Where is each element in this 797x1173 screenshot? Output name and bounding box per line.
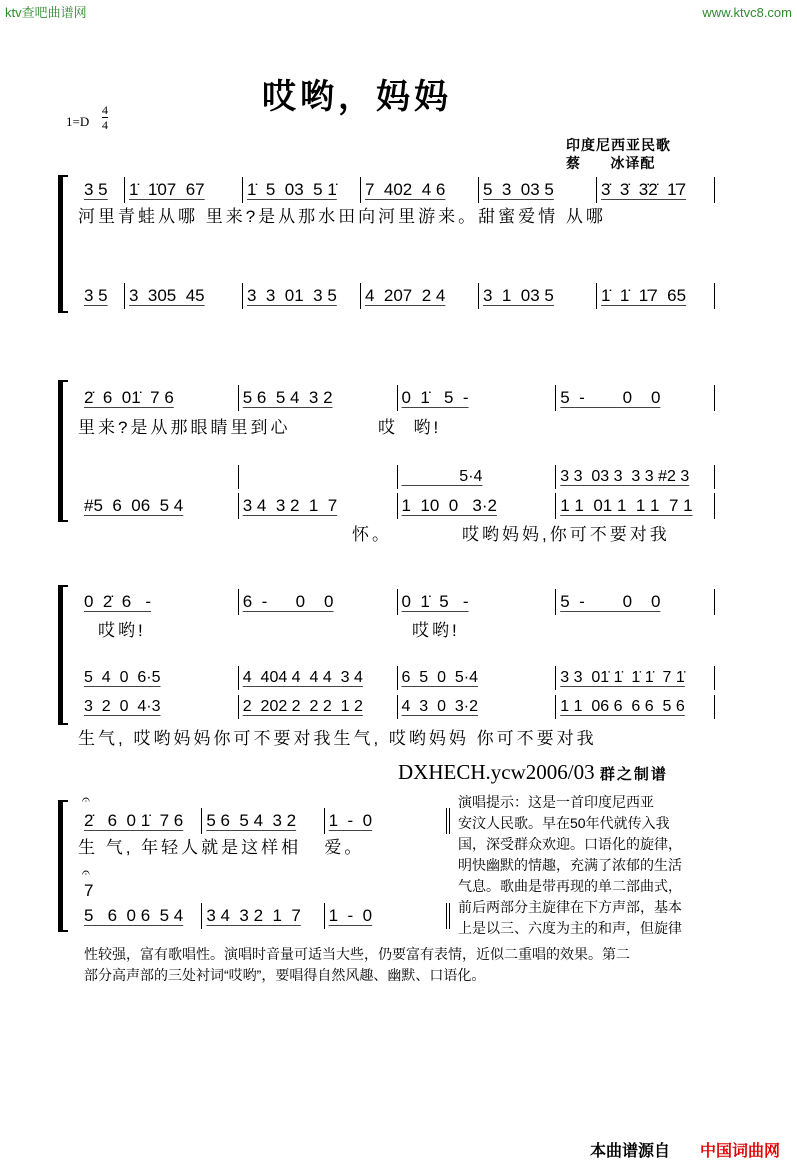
time-bottom: 4 xyxy=(102,118,108,132)
time-top: 4 xyxy=(102,103,108,117)
measure: 3 3 01 3 5 xyxy=(243,283,361,309)
measure: 2̇ 6 0 1̇ 7 6 xyxy=(80,808,202,834)
note-line: 安汶人民歌。早在50年代就传入我 xyxy=(458,815,670,831)
staff-upper xyxy=(80,177,715,203)
note-line: 明快幽默的情趣，充满了浓郁的生活 xyxy=(458,857,682,873)
measure: 0 1̇ 5 - xyxy=(398,589,557,615)
measure: 7 402 4 6 xyxy=(361,177,479,203)
system-bracket xyxy=(58,585,63,725)
measure: 3 5 xyxy=(80,283,125,309)
performance-notes-full xyxy=(84,944,630,986)
note-line: 部分高声部的三处衬词“哎哟”，要唱得自然风趣、幽默、口语化。 xyxy=(84,967,486,983)
time-signature xyxy=(102,103,108,132)
note-line: 前后两部分主旋律在下方声部，基本 xyxy=(458,899,682,915)
measure: 1 - 0 xyxy=(325,808,450,834)
measure: 5 3 03 5 xyxy=(479,177,597,203)
lyrics-line: 生 气, 年轻人就是这样相 爱。 xyxy=(78,838,365,857)
performance-notes-right xyxy=(458,792,682,939)
measure: 0 1̇ 5 - xyxy=(398,385,557,411)
measure: 3 1 03 5 xyxy=(479,283,597,309)
measure: 4 3 0 3·2 xyxy=(398,695,557,719)
note-line: 国，深受群众欢迎。口语化的旋律， xyxy=(458,836,682,852)
lyrics-line: 哎哟妈妈,你可不要对我 xyxy=(462,525,670,544)
measure: 3 305 45 xyxy=(125,283,243,309)
note-line: 性较强，富有歌唱性。演唱时音量可适当大些，仍要富有表情，近似二重唱的效果。第二 xyxy=(84,946,630,962)
staff-upper xyxy=(80,385,715,411)
footer-source-label: 本曲谱源自 xyxy=(590,1143,671,1160)
lyrics-line: 哎哟! xyxy=(98,621,146,640)
measure: 5 - 0 0 xyxy=(556,385,715,411)
lyrics-line: 哎哟! xyxy=(412,621,460,640)
measure: 6 - 0 0 xyxy=(239,589,398,615)
measure: 1̇ 5 03 5 1̇ xyxy=(243,177,361,203)
arranger-credit: 蔡 冰译配 xyxy=(566,155,656,171)
measure: 1̇ 1̇07 67 xyxy=(125,177,243,203)
footer-site-link[interactable]: 中国词曲网 xyxy=(700,1143,781,1160)
measure: 3 4 3 2 1 7 xyxy=(239,493,398,519)
staff-upper-voice xyxy=(80,465,715,489)
measure: 0 2̇ 6 - xyxy=(80,589,239,615)
measure: 1 1 01 1 1 1 7 1 xyxy=(556,493,715,519)
measure xyxy=(80,465,239,489)
measure: 6 5 0 5·4 xyxy=(398,666,557,690)
measure: 2̇ 6 01̇ 7 6 xyxy=(80,385,239,411)
measure: 3 3 01̇ 1̇ 1̇ 1̇ 7 1̇ xyxy=(556,666,715,690)
measure: 1̇ 1̇ 1̇7 65 xyxy=(597,283,715,309)
staff-upper xyxy=(80,808,450,834)
lyrics-line: 里来?是从那眼睛里到心 xyxy=(78,418,291,437)
measure: 1 1 06 6 6 6 5 6 xyxy=(556,695,715,719)
measure: 3 4 3 2 1 7 xyxy=(202,903,324,929)
measure: 4 207 2 4 xyxy=(361,283,479,309)
measure xyxy=(239,465,398,489)
alt-note: 7 xyxy=(84,881,94,900)
system-bracket xyxy=(58,380,63,522)
measure: 1 10 0 3·2 xyxy=(398,493,557,519)
measure: 3 2 0 4·3 xyxy=(80,695,239,719)
staff-lower xyxy=(80,903,450,929)
staff-lower-voice xyxy=(80,695,715,719)
measure: 4 404 4 4 4 3 4 xyxy=(239,666,398,690)
site-logo-left[interactable]: ktv查吧曲谱网 xyxy=(5,5,87,20)
site-url-right[interactable]: www.ktvc8.com xyxy=(702,5,792,20)
measure: 1 - 0 xyxy=(325,903,450,929)
fermata-icon: 𝄐 xyxy=(82,864,90,880)
system-bracket xyxy=(58,800,63,932)
note-line: 气息。歌曲是带再现的单二部曲式， xyxy=(458,878,682,894)
lyrics-line: 河里青蛙从哪 里来?是从那水田向河里游来。甜蜜爱情 从哪 xyxy=(78,207,606,226)
key-signature: 1=D xyxy=(66,114,90,129)
note-line: 演唱提示：这是一首印度尼西亚 xyxy=(458,794,654,810)
measure: 5 - 0 0 xyxy=(556,589,715,615)
measure: 5 6 0 6 5 4 xyxy=(80,903,202,929)
staff-lower xyxy=(80,283,715,309)
song-title: 哎哟，妈妈 xyxy=(262,77,452,117)
note-line: 上是以三、六度为主的和声，但旋律 xyxy=(458,920,682,936)
staff-lower xyxy=(80,493,715,519)
staff-upper-voice xyxy=(80,666,715,690)
transcriber-credit xyxy=(398,760,668,784)
measure: #5 6 06 5 4 xyxy=(80,493,239,519)
lyrics-line: 哎 哟! xyxy=(378,418,442,437)
measure: 2 202 2 2 2 1 2 xyxy=(239,695,398,719)
measure: 5 6 5 4 3 2 xyxy=(202,808,324,834)
system-bracket xyxy=(58,175,63,313)
measure: 3 5 xyxy=(80,177,125,203)
staff-upper xyxy=(80,589,715,615)
measure: 3 3 03 3 3 3 #2 3 xyxy=(556,465,715,489)
transcriber-id: DXHECH.ycw2006/03 xyxy=(398,760,595,784)
measure: 5 6 5 4 3 2 xyxy=(239,385,398,411)
measure: 5·4 xyxy=(398,465,557,489)
origin-credit: 印度尼西亚民歌 xyxy=(566,137,671,153)
measure: 5 4 0 6·5 xyxy=(80,666,239,690)
lyrics-line: 生气, 哎哟妈妈你可不要对我生气, 哎哟妈妈 你可不要对我 xyxy=(78,729,597,748)
lyrics-line: 怀。 xyxy=(352,525,392,544)
measure: 3̇ 3̇ 3̇2̇ 1̇7 xyxy=(597,177,715,203)
fermata-icon: 𝄐 xyxy=(82,791,90,807)
transcriber-name: 群之制谱 xyxy=(599,765,668,783)
